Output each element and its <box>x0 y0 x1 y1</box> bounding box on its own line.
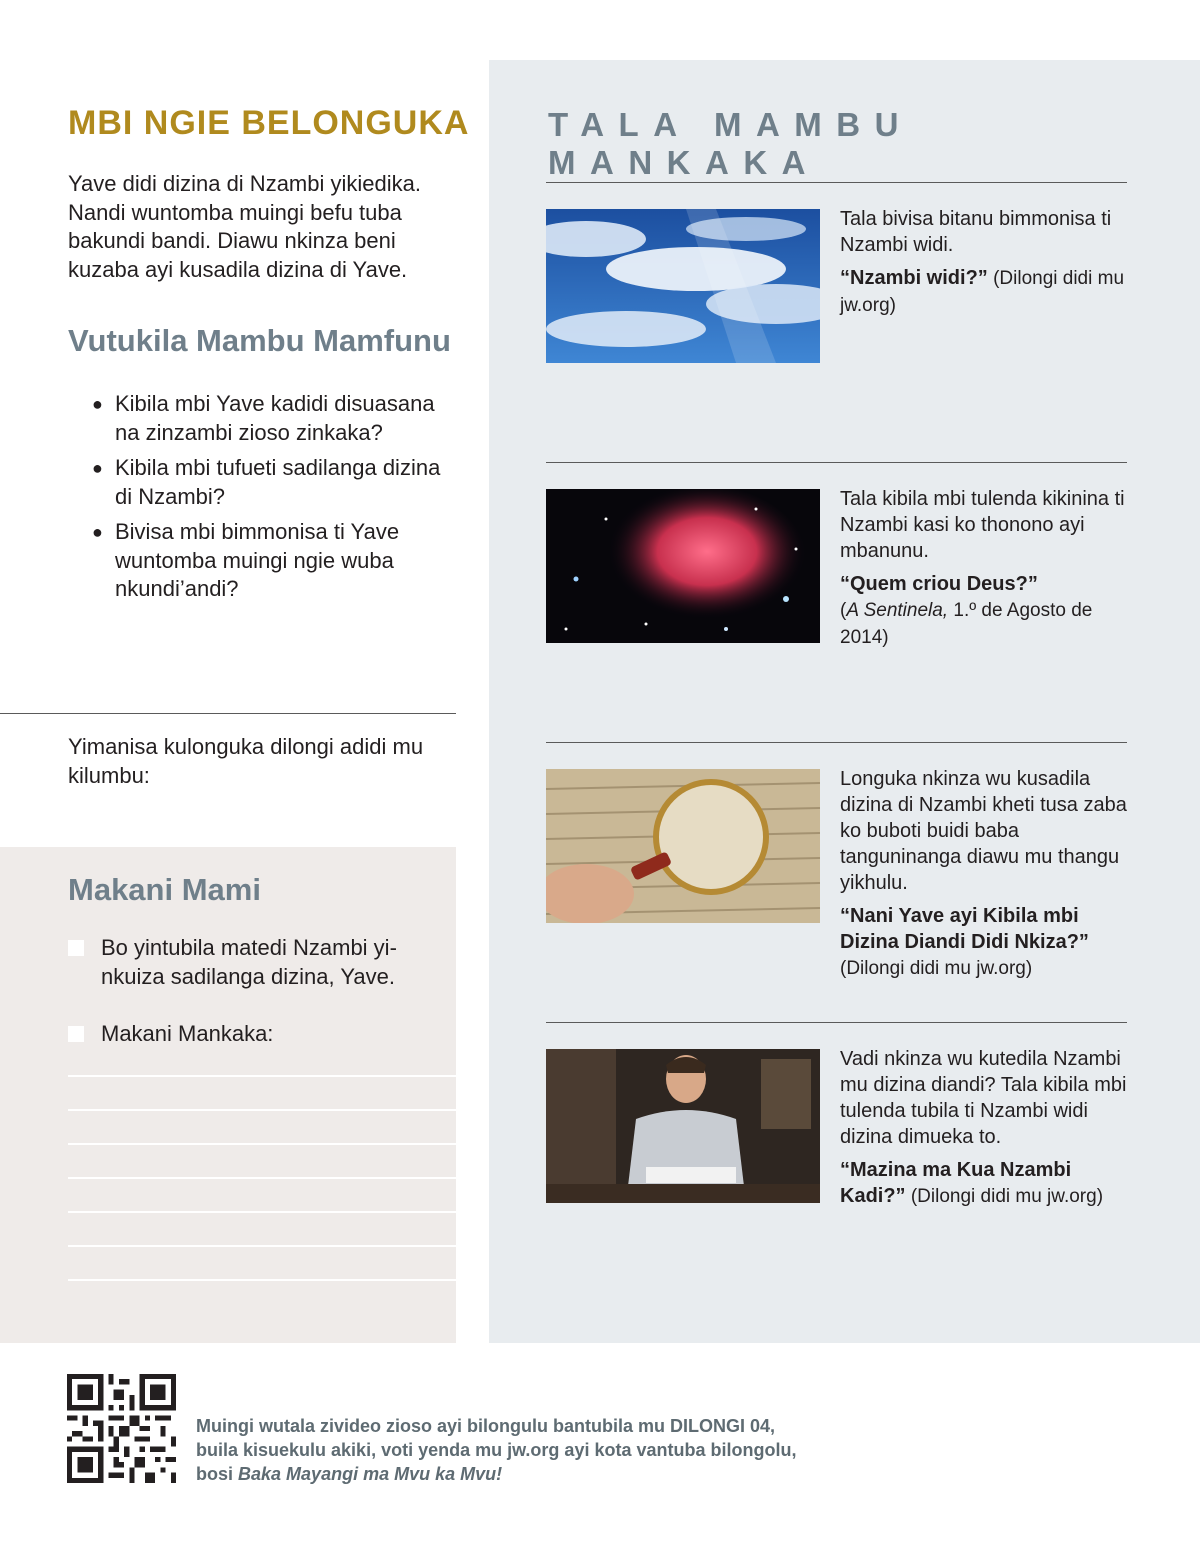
review-question: ● Kibila mbi tufueti sadilanga dizina di Nzambi? <box>92 455 441 509</box>
divider <box>546 742 1127 743</box>
write-line[interactable] <box>68 1109 456 1111</box>
goals-title: Makani Mami <box>68 872 261 907</box>
source-reference[interactable]: “Nzambi widi?” (Dilongi didi mu jw.org) <box>840 267 1125 316</box>
qr-code-icon[interactable] <box>67 1374 176 1483</box>
assignment-text: Yimanisa kulonguka dilongi adidi mu kilumbu: <box>68 734 424 788</box>
summary-text: Yave didi dizina di Nzambi yikiedika. Nandi wuntomba muingi befu tuba bakundi bandi. Diawu nkinza beni kuzaba ayi kusadila dizina di Yave. <box>68 171 421 282</box>
source-reference[interactable]: “Nani Yave ayi Kibila mbi Dizina Diandi Didi Nkiza?” (Dilongi didi mu jw.org) <box>840 905 1089 979</box>
write-line[interactable] <box>68 1177 456 1179</box>
bullet-icon: ● <box>92 394 103 414</box>
write-line[interactable] <box>68 1143 456 1145</box>
explore-title: TALA MAMBU MANKAKA <box>548 106 913 181</box>
bullet-icon: ● <box>92 522 103 542</box>
explore-item-text: Tala bivisa bitanu bimmonisa ti Nzambi widi. “Nzambi widi?” (Dilongi didi mu jw.org) <box>840 206 1140 319</box>
divider <box>0 713 456 714</box>
write-line[interactable] <box>68 1211 456 1213</box>
source-reference[interactable]: “Quem criou Deus?” (A Sentinela, 1.º de Agosto de 2014) <box>840 573 1093 648</box>
man-reading-image[interactable] <box>546 1049 820 1203</box>
bullet-icon: ● <box>92 458 103 478</box>
divider <box>546 462 1127 463</box>
divider <box>546 1022 1127 1023</box>
write-line[interactable] <box>68 1075 456 1077</box>
magnifying-glass-image[interactable] <box>546 769 820 923</box>
review-question: ● Kibila mbi Yave kadidi disuasana na zinzambi zioso zinkaka? <box>92 391 435 445</box>
explore-item-text: Longuka nkinza wu kusadila dizina di Nzambi kheti tusa zaba ko buboti buidi baba tanguninanga diawu mu thangu yikhulu. “Nani Yave ayi Kibila mbi Dizina Diandi Didi Nkiza?” (Dilongi didi mu jw.org) <box>840 766 1140 982</box>
source-reference[interactable]: “Mazina ma Kua Nzambi Kadi?” (Dilongi didi mu jw.org) <box>840 1159 1104 1207</box>
goal-item[interactable]: Makani Mankaka: <box>68 1020 438 1049</box>
review-title: Vutukila Mambu Mamfunu <box>68 323 451 358</box>
checkbox[interactable] <box>68 940 84 956</box>
review-question: ● Bivisa mbi bimmonisa ti Yave wuntomba muingi ngie wuba nkundi’andi? <box>92 519 400 601</box>
summary-title: MBI NGIE BELONGUKA <box>68 104 470 142</box>
sky-clouds-image[interactable] <box>546 209 820 363</box>
goal-item[interactable]: Bo yintubila matedi Nzambi yi-nkuiza sadilanga dizina, Yave. <box>68 934 438 991</box>
checkbox[interactable] <box>68 1026 84 1042</box>
nebula-image[interactable] <box>546 489 820 643</box>
review-questions-list <box>92 390 462 611</box>
write-line[interactable] <box>68 1245 456 1247</box>
explore-item-text: Tala kibila mbi tulenda kikinina ti Nzambi kasi ko thonono ayi mbanunu. “Quem criou Deus?” (A Sentinela, 1.º de Agosto de 2014) <box>840 486 1140 651</box>
goals-panel <box>0 847 456 1343</box>
explore-item-text: Vadi nkinza wu kutedila Nzambi mu dizina diandi? Tala kibila mbi tulenda tubila ti Nzambi widi dizina dimueka to. “Mazina ma Kua Nzambi Kadi?” (Dilongi didi mu jw.org) <box>840 1046 1140 1210</box>
footer-text: Muingi wutala zivideo zioso ayi bilongulu bantubila mu DILONGI 04, buila kisuekulu akiki, voti yenda mu jw.org ayi kota vantuba bilongolu, bosi Baka Mayangi ma Mvu ka Mvu! <box>196 1416 797 1484</box>
write-line[interactable] <box>68 1279 456 1281</box>
divider <box>546 182 1127 183</box>
